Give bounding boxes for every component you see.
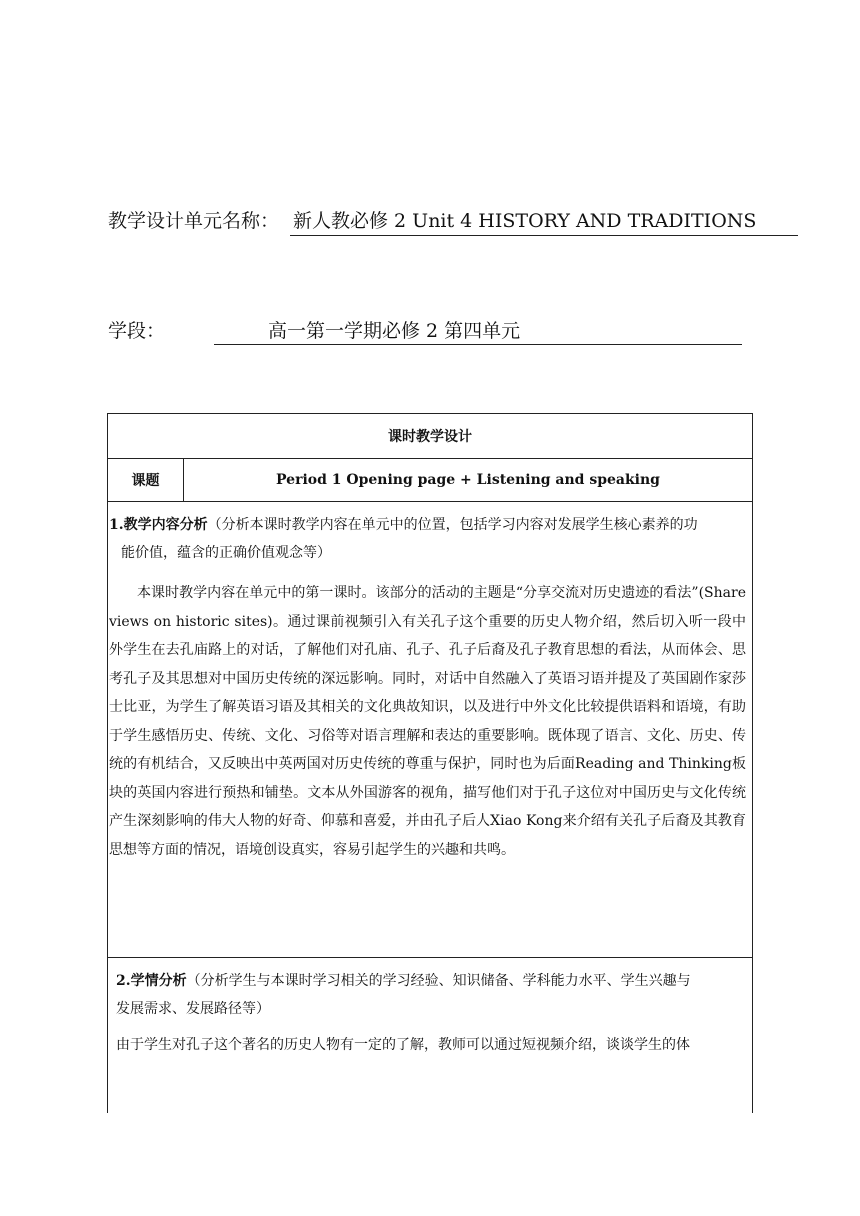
content-analysis-note-cont: 能价值，蕴含的正确价值观念等） — [121, 545, 331, 561]
learner-analysis-heading: 2.学情分析 — [116, 973, 187, 989]
stage-label: 学段： — [108, 320, 166, 342]
stage-underline — [214, 344, 742, 345]
content-analysis-note: （分析本课时教学内容在单元中的位置，包括学习内容对发展学生核心素养的功 — [207, 517, 698, 533]
unit-name-underline — [290, 235, 798, 236]
learner-analysis-body: 由于学生对孔子这个著名的历史人物有一定的了解，教师可以通过短视频介绍，谈谈学生的体 — [116, 1037, 690, 1053]
content-analysis-heading: 1.教学内容分析 — [109, 517, 208, 533]
unit-name-label: 教学设计单元名称： — [108, 210, 280, 232]
content-analysis-heading-line — [109, 511, 746, 539]
learner-analysis-heading-line — [116, 967, 746, 995]
content-analysis-section — [108, 502, 752, 958]
learner-analysis-note-cont: 发展需求、发展路径等） — [116, 1001, 270, 1017]
topic-row — [108, 459, 752, 502]
stage-value: 高一第一学期必修 2 第四单元 — [268, 320, 521, 342]
topic-label: 课题 — [108, 459, 184, 501]
unit-name-value: 新人教必修 2 Unit 4 HISTORY AND TRADITIONS — [293, 210, 757, 232]
learner-analysis-section — [108, 958, 752, 1059]
content-analysis-body: 本课时教学内容在单元中的第一课时。该部分的活动的主题是“分享交流对历史遗迹的看法”(Share views on historic sites)。通过课前视频引入有关孔子这个重要的历史人物介绍，然后切入听一段中外学生在去孔庙路上的对话，了解他们对孔庙、孔子、孔子后裔及孔子教育思想的看法，从而体会、思考孔子及其思想对中国历史传统的深远影响。同时，对话中自然融入了英语习语并提及了英国剧作家莎士比亚，为学生了解英语习语及其相关的文化典故知识，以及进行中外文化比较提供语料和语境，有助于学生感悟历史、传统、文化、习俗等对语言理解和表达的重要影响。既体现了语言、文化、历史、传统的有机结合，又反映出中英两国对历史传统的尊重与保护，同时也为后面Reading and Thinking板块的英国内容进行预热和铺垫。文本从外国游客的视角，描写他们对于孔子这位对中国历史与文化传统产生深刻影响的伟大人物的好奇、仰慕和喜爱，并由孔子后人Xiao Kong来介绍有关孔子后裔及其教育思想等方面的情况，语境创设真实，容易引起学生的兴趣和共鸣。 — [109, 585, 746, 858]
topic-value: Period 1 Opening page + Listening and speaking — [276, 472, 660, 488]
unit-name-line — [108, 206, 756, 233]
table-title: 课时教学设计 — [108, 414, 752, 459]
learner-analysis-note: （分析学生与本课时学习相关的学习经验、知识储备、学科能力水平、学生兴趣与 — [186, 973, 691, 989]
lesson-design-table — [107, 413, 753, 1113]
